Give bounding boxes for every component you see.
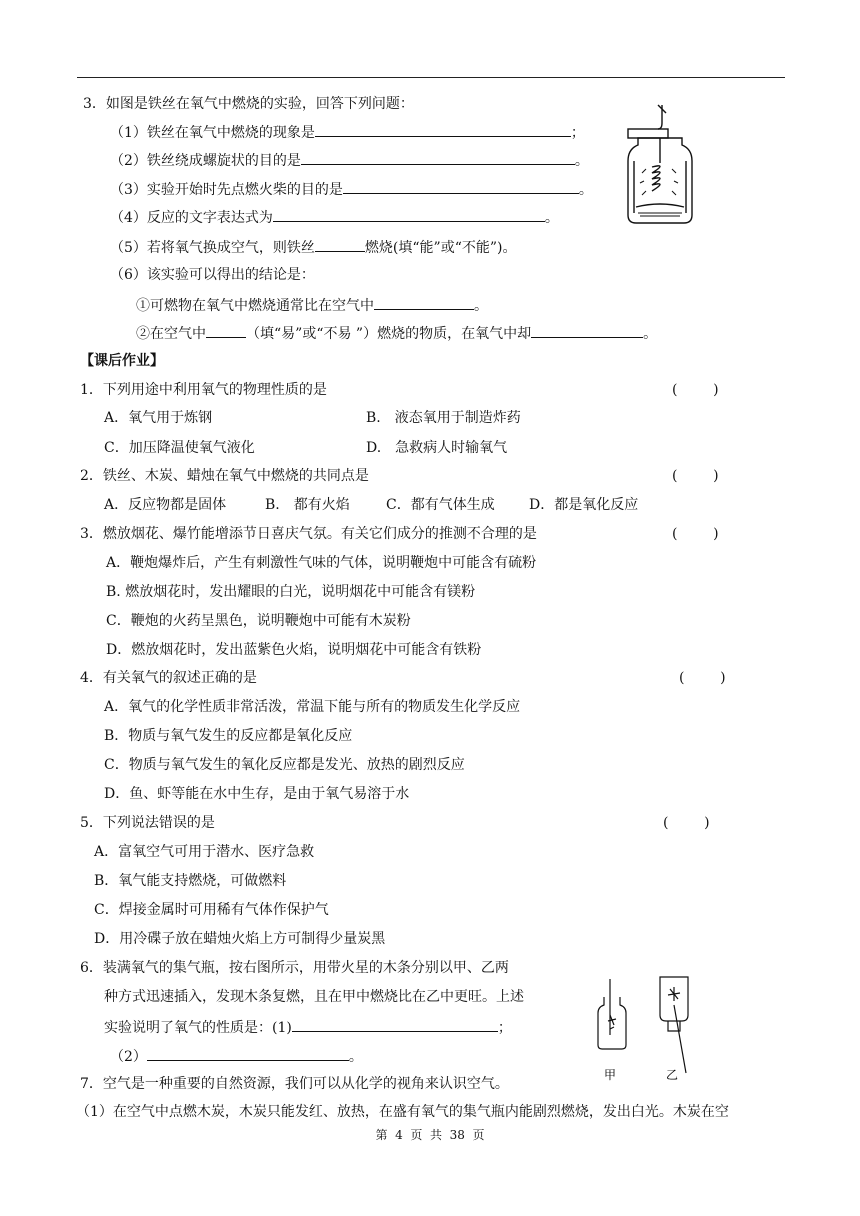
- answer-blank[interactable]: [343, 179, 579, 194]
- answer-blank[interactable]: [315, 122, 571, 137]
- mc2-option-c[interactable]: C．都有气体生成: [386, 497, 495, 513]
- mc3-option-a[interactable]: A．鞭炮爆炸后，产生有刺激性气味的气体，说明鞭炮中可能含有硫粉: [106, 555, 537, 571]
- mc2-option-d[interactable]: D．都是氧化反应: [529, 497, 639, 513]
- mc2-option-a[interactable]: A．反应物都是固体: [104, 497, 227, 513]
- mc4-stem: 4．有关氧气的叙述正确的是: [80, 670, 257, 686]
- mc4-option-c[interactable]: C．物质与氧气发生的氧化反应都是发光、放热的剧烈反应: [104, 757, 465, 773]
- answer-paren[interactable]: ( ): [672, 526, 719, 542]
- mc5-option-a[interactable]: A．富氧空气可用于潜水、医疗急救: [94, 844, 315, 860]
- q3-sub2: （2）铁丝绕成螺旋状的目的是 。: [110, 150, 589, 170]
- mc4-option-a[interactable]: A．氧气的化学性质非常活泼，常温下能与所有的物质发生化学反应: [104, 699, 521, 715]
- mc3-stem: 3．燃放烟花、爆竹能增添节日喜庆气氛。有关它们成分的推测不合理的是: [80, 526, 537, 542]
- answer-blank[interactable]: [531, 323, 643, 338]
- section-title: 【课后作业】: [80, 353, 164, 369]
- two-jars-figure: [590, 975, 710, 1085]
- q7-line1: 7．空气是一种重要的自然资源，我们可以从化学的视角来认识空气。: [80, 1076, 509, 1092]
- mc3-option-d[interactable]: D．燃放烟花时，发出蓝紫色火焰，说明烟花中可能含有铁粉: [106, 642, 482, 658]
- answer-blank[interactable]: [147, 1046, 349, 1061]
- q6-line3: 实验说明了氧气的性质是：(1) ；: [104, 1017, 512, 1037]
- q3-conclusion2: ②在空气中 （填“易”或“不易 ”）燃烧的物质，在氧气中却 。: [136, 323, 657, 343]
- header-rule: [77, 77, 785, 78]
- mc1-option-d[interactable]: D. 急救病人时输氧气: [366, 440, 508, 456]
- mc4-option-d[interactable]: D．鱼、虾等能在水中生存，是由于氧气易溶于水: [104, 786, 410, 802]
- answer-blank[interactable]: [206, 323, 246, 338]
- mc1-option-c[interactable]: C．加压降温使氧气液化: [104, 440, 255, 456]
- q3-conclusion1: ①可燃物在氧气中燃烧通常比在空气中 。: [136, 295, 488, 315]
- iron-wire-jar-figure: [622, 103, 698, 229]
- label-jia: 甲: [604, 1068, 617, 1082]
- answer-paren[interactable]: ( ): [672, 468, 719, 484]
- label-yi: 乙: [666, 1068, 679, 1082]
- mc5-option-d[interactable]: D．用冷碟子放在蜡烛火焰上方可制得少量炭黑: [94, 931, 386, 947]
- q3-sub1: （1）铁丝在氧气中燃烧的现象是 ；: [110, 122, 585, 142]
- q3-sub3: （3）实验开始时先点燃火柴的目的是 。: [110, 179, 593, 199]
- mc3-option-c[interactable]: C．鞭炮的火药呈黑色，说明鞭炮中可能有木炭粉: [106, 613, 411, 629]
- mc2-stem: 2．铁丝、木炭、蜡烛在氧气中燃烧的共同点是: [80, 468, 369, 484]
- q3-stem: 3．如图是铁丝在氧气中燃烧的实验，回答下列问题：: [83, 96, 414, 112]
- q3-sub6: （6）该实验可以得出的结论是：: [110, 267, 315, 283]
- mc2-option-b[interactable]: B. 都有火焰: [265, 497, 350, 513]
- answer-paren[interactable]: ( ): [663, 815, 710, 831]
- page-footer: 第 4 页 共 38 页: [375, 1128, 485, 1142]
- q3-sub5: （5）若将氧气换成空气，则铁丝 燃烧(填“能”或“不能”)。: [110, 237, 516, 257]
- answer-blank[interactable]: [273, 207, 545, 222]
- q6-line1: 6．装满氧气的集气瓶，按右图所示，用带火星的木条分别以甲、乙两: [80, 960, 509, 976]
- answer-blank[interactable]: [301, 150, 575, 165]
- mc4-option-b[interactable]: B．物质与氧气发生的反应都是氧化反应: [104, 728, 353, 744]
- answer-paren[interactable]: ( ): [672, 382, 719, 398]
- answer-paren[interactable]: ( ): [679, 670, 726, 686]
- mc5-stem: 5．下列说法错误的是: [80, 815, 215, 831]
- mc5-option-b[interactable]: B．氧气能支持燃烧，可做燃料: [94, 873, 287, 889]
- mc1-option-a[interactable]: A．氧气用于炼钢: [104, 410, 213, 426]
- mc1-option-b[interactable]: B. 液态氧用于制造炸药: [366, 410, 521, 426]
- mc3-option-b[interactable]: B. 燃放烟花时，发出耀眼的白光，说明烟花中可能含有镁粉: [106, 584, 476, 600]
- answer-blank[interactable]: [374, 295, 474, 310]
- mc1-stem: 1．下列用途中利用氧气的物理性质的是: [80, 382, 327, 398]
- q3-sub4: （4）反应的文字表达式为 。: [110, 207, 559, 227]
- q7-line2: （1）在空气中点燃木炭，木炭只能发红、放热，在盛有氧气的集气瓶内能剧烈燃烧，发出白光。木炭在空: [76, 1104, 729, 1120]
- q6-line2: 种方式迅速插入，发现木条复燃，且在甲中燃烧比在乙中更旺。上述: [104, 989, 524, 1005]
- answer-blank[interactable]: [315, 237, 365, 252]
- answer-blank[interactable]: [292, 1017, 498, 1032]
- mc5-option-c[interactable]: C．焊接金属时可用稀有气体作保护气: [94, 902, 329, 918]
- q6-line4: （2） 。: [110, 1046, 363, 1066]
